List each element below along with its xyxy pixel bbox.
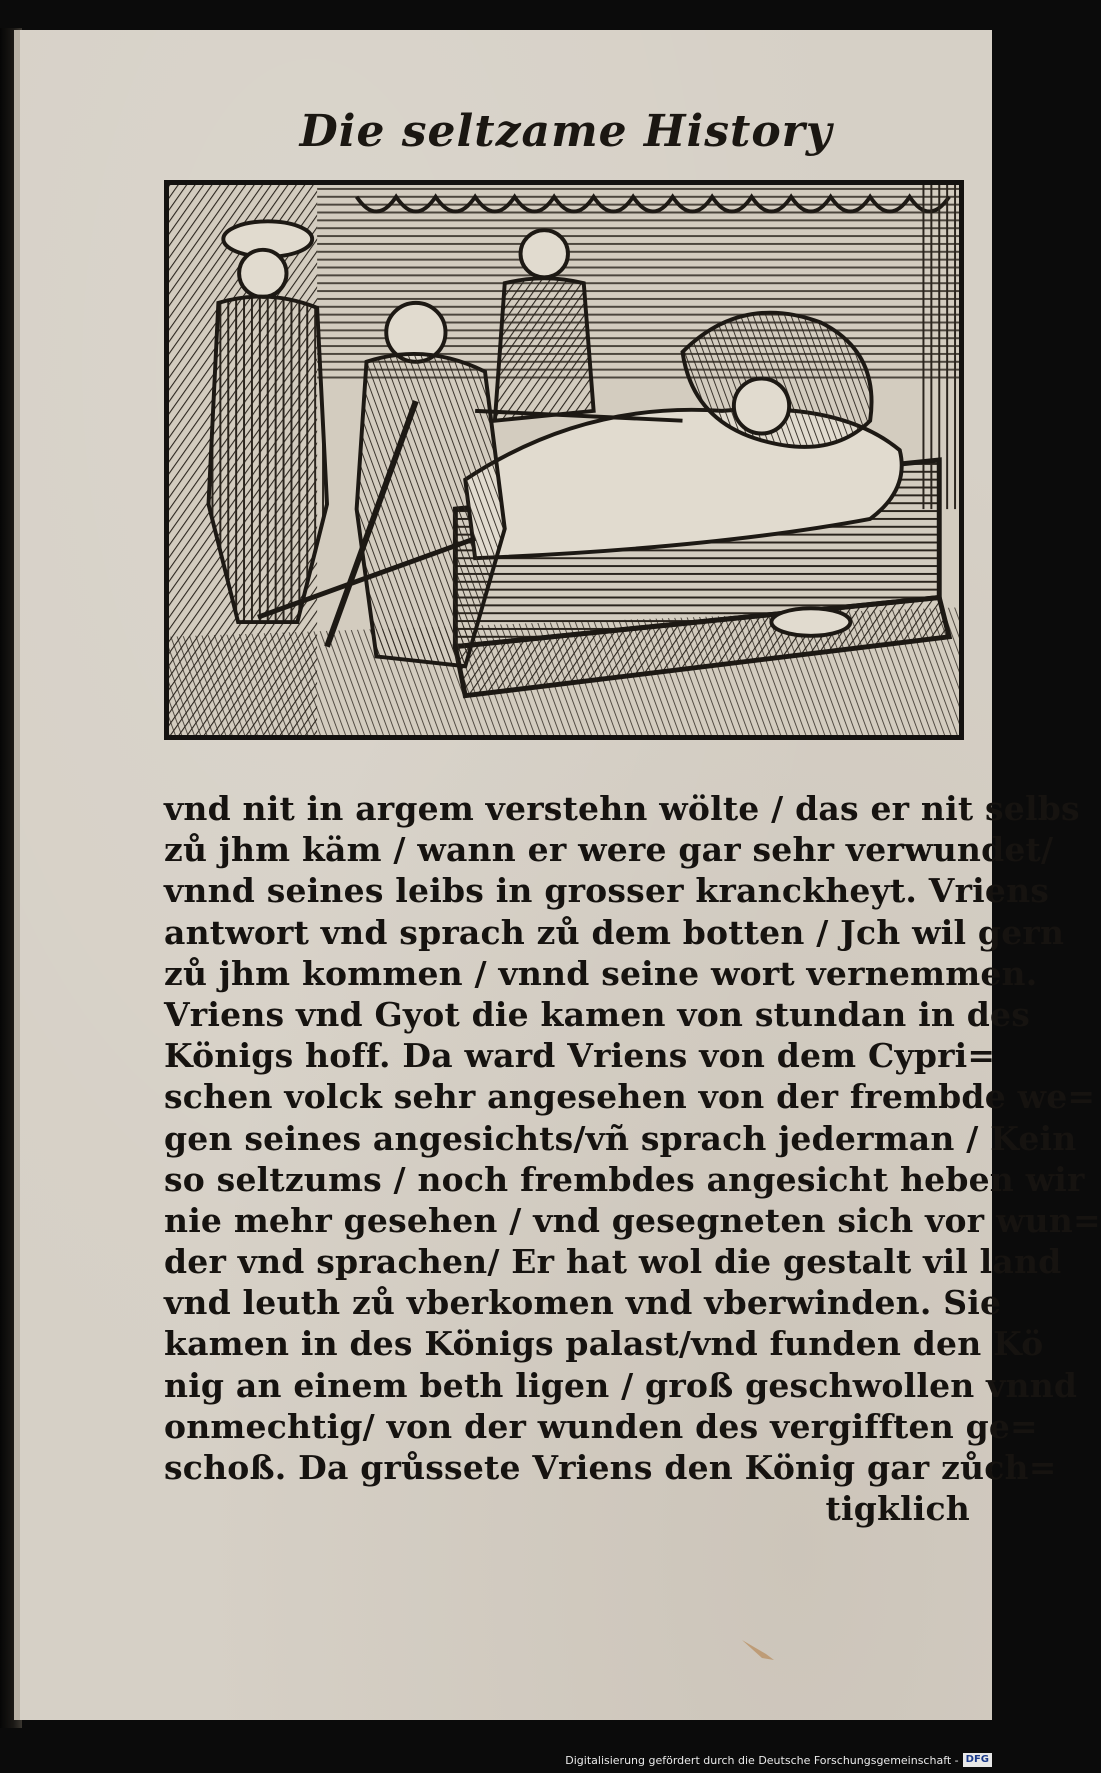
running-head: Die seltzame History: [299, 106, 833, 157]
dfg-logo-icon: DFG: [963, 1753, 992, 1767]
body-text: [164, 788, 1101, 1529]
text-line: schen volck sehr angesehen von der frembde we=: [164, 1077, 1096, 1117]
woodcut-illustration-icon: [169, 185, 959, 735]
text-line: gen seines angesichts/vñ sprach jederman / Kein: [164, 1118, 1077, 1158]
text-line: antwort vnd sprach zů dem botten / Jch wil gern: [164, 912, 1065, 952]
text-line: vnd leuth zů vberkomen vnd vberwinden. Sie: [164, 1283, 1002, 1323]
text-line: kamen in des Königs palast/vnd funden den Kö: [164, 1324, 1044, 1364]
text-line: so seltzums / noch frembdes angesicht heben wir: [164, 1159, 1085, 1199]
footer-text: Digitalisierung gefördert durch die Deutsche Forschungsgemeinschaft -: [565, 1753, 959, 1767]
footer: [565, 1753, 992, 1767]
paper-mark: [740, 1638, 776, 1662]
text-line: nie mehr gesehen / vnd gesegneten sich vor wun=: [164, 1200, 1101, 1240]
text-line: zů jhm käm / wann er were gar sehr verwundet/: [164, 830, 1054, 870]
text-line: Königs hoff. Da ward Vriens von dem Cypri=: [164, 1036, 996, 1076]
text-line: vnnd seines leibs in grosser kranckheyt. Vriens: [164, 871, 1050, 911]
text-line: vnd nit in argem verstehn wölte / das er nit selbs: [164, 789, 1080, 828]
text-line: nig an einem beth ligen / groß geschwollen vnnd: [164, 1365, 1078, 1405]
book-page: [14, 30, 1101, 1720]
woodcut-illustration: [164, 180, 964, 740]
text-line: Vriens vnd Gyot die kamen von stundan in des: [164, 994, 1031, 1034]
text-line: der vnd sprachen/ Er hat wol die gestalt vil land: [164, 1242, 1062, 1282]
catchword: tigklich: [825, 1489, 970, 1529]
text-line: zů jhm kommen / vnnd seine wort vernemmen.: [164, 953, 1038, 993]
text-line: schoß. Da grůssete Vriens den König gar zůch=: [164, 1448, 1057, 1487]
text-line: onmechtig/ von der wunden des vergifften ge=: [164, 1406, 1038, 1446]
